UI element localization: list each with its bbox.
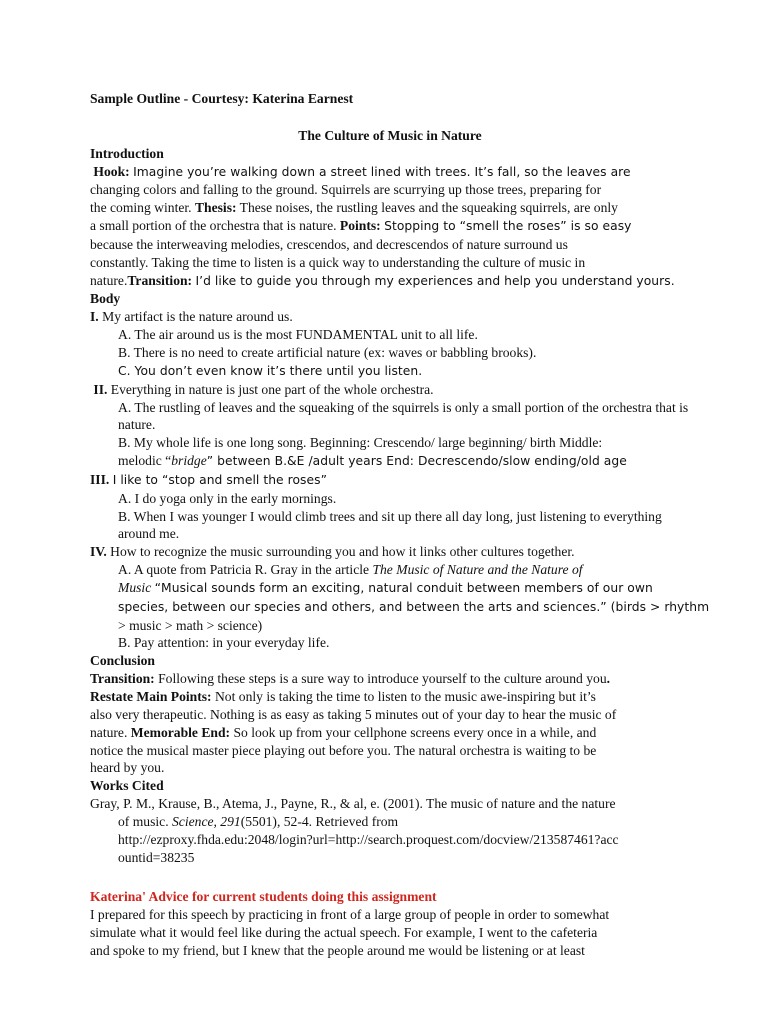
citation-url: http://ezproxy.fhda.edu:2048/login?url=http://search.proquest.com/docview/213587461?acc (118, 831, 619, 847)
conclusion-line: nature. Memorable End: So look up from your cellphone screens every once in a while, and (90, 724, 597, 740)
outline-point-ii: II. Everything in nature is just one part of the whole orchestra. (93, 381, 434, 397)
conclusion-line: also very therapeutic. Nothing is as easy as taking 5 minutes out of your day to hear the music of (90, 706, 617, 722)
outline-subpoint: Music “Musical sounds form an exciting, natural conduit between members of our own (118, 579, 653, 595)
intro-line: the coming winter. Thesis: These noises, the rustling leaves and the squeaking squirrels, are only (90, 200, 618, 216)
outline-subpoint: B. My whole life is one long song. Beginning: Crescendo/ large beginning/ birth Middle: (118, 435, 603, 451)
intro-line: constantly. Taking the time to listen is a quick way to understanding the culture of music in (90, 254, 586, 270)
conclusion-line: Restate Main Points: Not only is taking the time to listen to the music awe-inspiring but it’s (90, 689, 596, 704)
outline-point-iii: III. I like to “stop and smell the roses” (90, 471, 327, 487)
outline-subpoint: C. You don’t even know it’s there until you listen. (118, 363, 423, 378)
outline-subpoint: B. When I was younger I would climb trees and sit up there all day long, just listening to everything around me. (118, 508, 662, 542)
outline-subpoint: A. The air around us is the most FUNDAMENTAL unit to all life. (118, 327, 478, 343)
outline-point-iv: IV. How to recognize the music surrounding you and how it links other cultures together. (90, 544, 575, 560)
outline-subpoint: A. I do yoga only in the early mornings. (118, 490, 337, 506)
intro-line: changing colors and falling to the ground. Squirrels are scurrying up those trees, preparing for (90, 182, 602, 198)
conclusion-line: heard by you. (90, 760, 165, 776)
citation-url: ountid=38235 (118, 849, 195, 865)
intro-line: because the interweaving melodies, crescendos, and decrescendos of nature surround us (90, 236, 568, 252)
advice-heading: Katerina' Advice for current students doing this assignment (90, 889, 437, 905)
sample-outline-heading: Sample Outline - Courtesy: Katerina Earnest (90, 91, 354, 106)
advice-line: I prepared for this speech by practicing in front of a large group of people in order to somewhat (90, 907, 610, 923)
works-cited-heading: Works Cited (90, 778, 164, 794)
advice-line: simulate what it would feel like during the actual speech. For example, I went to the cafeteria (90, 925, 598, 941)
document-page (90, 90, 710, 960)
intro-line: nature.Transition: I’d like to guide you through my experiences and help you understand yours. (90, 272, 675, 288)
intro-line: a small portion of the orchestra that is nature. Points: Stopping to “smell the roses” is so easy (90, 218, 632, 234)
intro-line: Hook: Imagine you’re walking down a street lined with trees. It’s fall, so the leaves are (93, 163, 631, 179)
conclusion-line: Transition: Following these steps is a sure way to introduce yourself to the culture around you. (90, 671, 611, 687)
outline-subpoint: A. A quote from Patricia R. Gray in the article The Music of Nature and the Nature of (118, 562, 583, 578)
citation-line: of music. Science, 291(5501), 52-4. Retrieved from (118, 813, 399, 829)
outline-subpoint: melodic “bridge” between B.&E /adult years End: Decrescendo/slow ending/old age (118, 453, 627, 469)
outline-subpoint: species, between our species and others, and between the arts and sciences.” (birds > rhythm (118, 599, 710, 614)
introduction-heading: Introduction (90, 145, 164, 161)
citation-line: Gray, P. M., Krause, B., Atema, J., Payne, R., & al, e. (2001). The music of nature and the nature (90, 796, 616, 812)
advice-line: and spoke to my friend, but I knew that the people around me would be listening or at least (90, 942, 585, 958)
outline-subpoint: B. There is no need to create artificial nature (ex: waves or babbling brooks). (118, 344, 537, 360)
outline-subpoint: A. The rustling of leaves and the squeaking of the squirrels is only a small portion of the orchestra that is nature. (118, 399, 689, 433)
document-title: The Culture of Music in Nature (298, 127, 482, 143)
outline-subpoint: > music > math > science) (118, 617, 263, 633)
conclusion-heading: Conclusion (90, 653, 155, 669)
conclusion-line: notice the musical master piece playing out before you. The natural orchestra is waiting to be (90, 742, 597, 758)
body-heading: Body (90, 291, 121, 307)
outline-subpoint: B. Pay attention: in your everyday life. (118, 635, 330, 651)
outline-point-i: I. My artifact is the nature around us. (90, 309, 293, 325)
